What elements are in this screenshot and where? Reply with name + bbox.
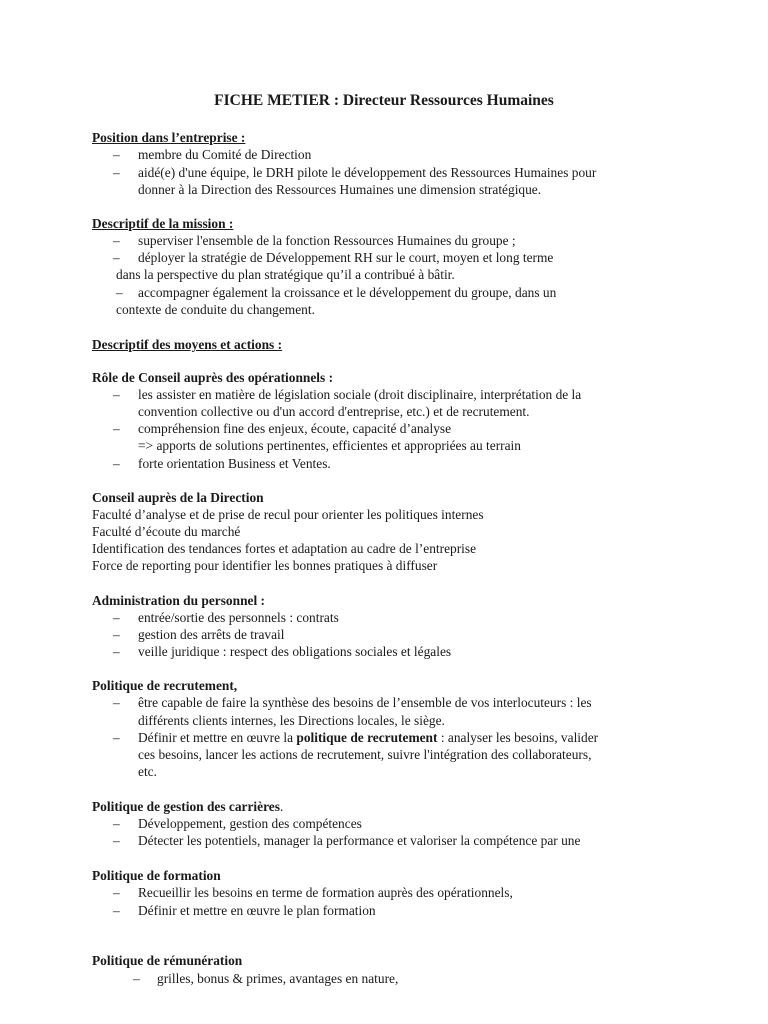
- list-item-continuation: convention collective ou d'un accord d'entreprise, etc.) et de recrutement.: [138, 404, 530, 419]
- section-heading-carrieres: [92, 798, 283, 815]
- section-heading-remuneration: Politique de rémunération: [92, 953, 243, 968]
- text-line: Identification des tendances fortes et adaptation au cadre de l’entreprise: [92, 541, 477, 556]
- list-dash: –: [113, 833, 120, 848]
- list-dash: –: [113, 816, 120, 831]
- list-item: les assister en matière de législation sociale (droit disciplinaire, interprétation de la: [138, 387, 582, 402]
- list-item: aidé(e) d'une équipe, le DRH pilote le développement des Ressources Humaines pour: [138, 165, 597, 180]
- list-dash: –: [113, 147, 120, 162]
- text-line: Force de reporting pour identifier les bonnes pratiques à diffuser: [92, 558, 438, 573]
- emphasis-politique-recrutement: politique de recrutement: [296, 730, 438, 745]
- list-dash: –: [113, 644, 120, 659]
- list-item-continuation: ces besoins, lancer les actions de recrutement, suivre l'intégration des collaborateurs,: [138, 747, 592, 762]
- list-dash: –: [113, 165, 120, 180]
- heading-period: .: [279, 799, 284, 814]
- section-heading-conseil-ops: Rôle de Conseil auprès des opérationnels :: [92, 370, 334, 385]
- section-heading-recrutement: Politique de recrutement,: [92, 678, 238, 693]
- list-item-continuation: => apports de solutions pertinentes, efficientes et appropriées au terrain: [138, 438, 521, 453]
- list-item: compréhension fine des enjeux, écoute, capacité d’analyse: [138, 421, 452, 436]
- list-dash: –: [113, 730, 120, 745]
- list-item: forte orientation Business et Ventes.: [138, 456, 331, 471]
- text-line: Faculté d’écoute du marché: [92, 524, 241, 539]
- list-dash: –: [113, 456, 120, 471]
- list-item: accompagner également la croissance et le développement du groupe, dans un: [138, 285, 557, 300]
- list-dash: –: [113, 695, 120, 710]
- list-item: entrée/sortie des personnels : contrats: [138, 610, 339, 625]
- list-item-text: Définir et mettre en œuvre la: [138, 730, 297, 745]
- list-dash: –: [133, 971, 140, 986]
- document-title: FICHE METIER : Directeur Ressources Humaines: [214, 92, 554, 109]
- list-item: membre du Comité de Direction: [138, 147, 312, 162]
- section-heading-administration: Administration du personnel :: [92, 593, 265, 608]
- section-heading-mission: Descriptif de la mission :: [92, 216, 234, 231]
- list-item: Définir et mettre en œuvre le plan formation: [138, 903, 376, 918]
- list-item-continuation: etc.: [138, 764, 157, 779]
- list-item: déployer la stratégie de Développement RH sur le court, moyen et long terme: [138, 250, 554, 265]
- text-line: Faculté d’analyse et de prise de recul pour orienter les politiques internes: [92, 507, 484, 522]
- list-item: Recueillir les besoins en terme de formation auprès des opérationnels,: [138, 885, 513, 900]
- list-item: Détecter les potentiels, manager la performance et valoriser la compétence par une: [138, 833, 581, 848]
- list-item: être capable de faire la synthèse des besoins de l’ensemble de vos interlocuteurs : les: [138, 695, 592, 710]
- heading-text: Politique de gestion des carrières: [92, 799, 280, 814]
- list-item-mixed: [138, 729, 598, 746]
- list-dash: –: [113, 421, 120, 436]
- section-heading-formation: Politique de formation: [92, 868, 221, 883]
- section-heading-conseil-direction: Conseil auprès de la Direction: [92, 490, 264, 505]
- list-item-continuation: différents clients internes, les Directions locales, le siège.: [138, 713, 445, 728]
- list-dash: –: [113, 903, 120, 918]
- list-item: superviser l'ensemble de la fonction Ressources Humaines du groupe ;: [138, 233, 516, 248]
- list-item-continuation: donner à la Direction des Ressources Humaines une dimension stratégique.: [138, 182, 542, 197]
- list-dash: –: [116, 285, 123, 300]
- list-item: Développement, gestion des compétences: [138, 816, 362, 831]
- list-dash: –: [113, 250, 120, 265]
- list-item: grilles, bonus & primes, avantages en nature,: [157, 971, 399, 986]
- list-item-continuation: contexte de conduite du changement.: [116, 302, 315, 317]
- list-dash: –: [113, 233, 120, 248]
- list-item-text: : analyser les besoins, valider: [437, 730, 599, 745]
- section-heading-position: Position dans l’entreprise :: [92, 130, 246, 145]
- list-item: veille juridique : respect des obligations sociales et légales: [138, 644, 452, 659]
- list-item-continuation: dans la perspective du plan stratégique qu’il a contribué à bâtir.: [116, 267, 455, 282]
- list-dash: –: [113, 387, 120, 402]
- list-item: gestion des arrêts de travail: [138, 627, 285, 642]
- list-dash: –: [113, 610, 120, 625]
- list-dash: –: [113, 627, 120, 642]
- section-heading-moyens: Descriptif des moyens et actions :: [92, 337, 283, 352]
- list-dash: –: [113, 885, 120, 900]
